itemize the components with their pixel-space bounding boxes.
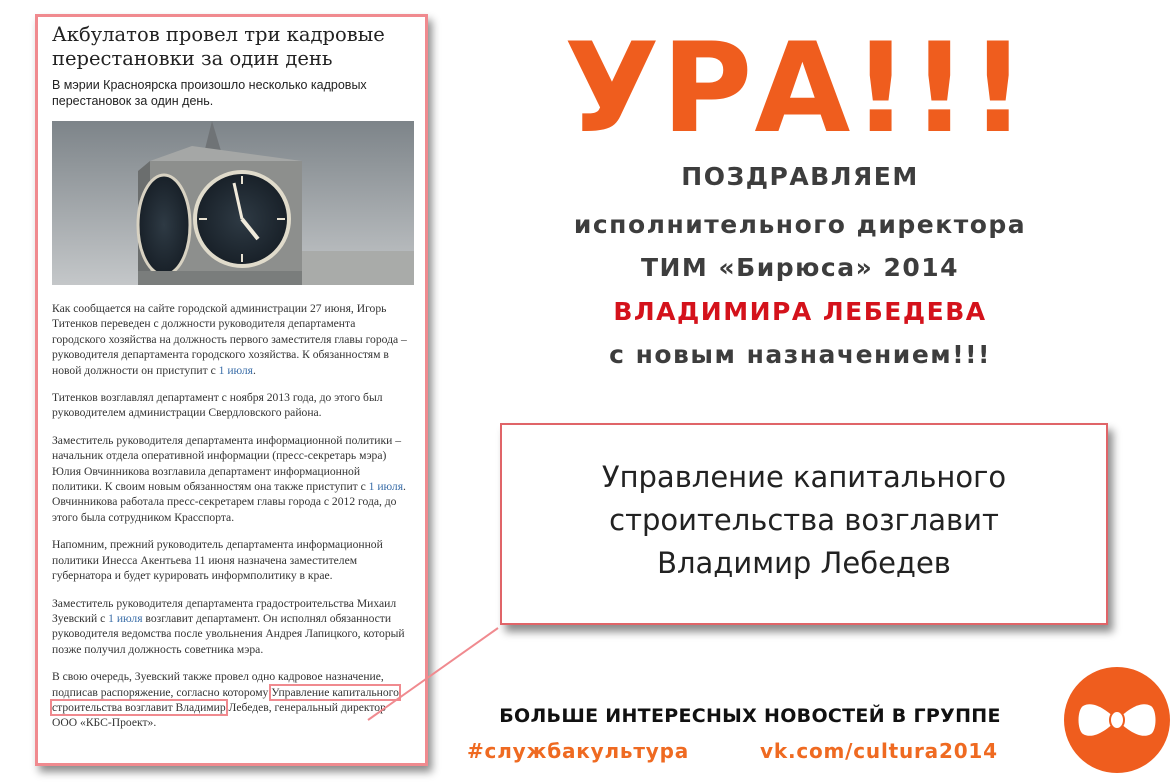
article-title: Акбулатов провел три кадровые перестановки за один день [52,23,385,70]
callout-line-2: строительства возглавит [609,502,999,537]
article-paragraph-3: Заместитель руководителя департамента информационной политики – начальник отдела оперативной информации (пресс-секретарь мэра) Юлия Овчинникова возглавила департамент информационной политики. К своим новым обязанностям она также приступит с 1 июля. Овчинникова работала пресс-секретарем главы города с 2012 года, до этого была сотрудником Красспорта. [52,433,406,524]
article-lead: В мэрии Красноярска произошло несколько кадровых перестановок за один день. [52,78,367,108]
callout-line-1: Управление капитального [601,459,1007,494]
ura-headline: УРА!!! [563,17,1029,161]
date-link[interactable]: 1 июля [218,363,254,377]
position-line: исполнительного директора [573,210,1027,239]
congrats-line: ПОЗДРАВЛЯЕМ [681,162,919,191]
article-paragraph-2: Титенков возглавлял департамент с ноября 2013 года, до этого был руководителем администрации Свердловского района. [52,391,383,420]
organization-line: ТИМ «Бирюса» 2014 [640,253,960,282]
date-link[interactable]: 1 июля [368,480,404,494]
article-card [35,14,428,766]
article-paragraph-4: Напомним, прежний руководитель департамента информационной политики Инесса Акентьева 11 июня назначена заместителем губернатора и будет курировать информполитику в крае. [52,538,383,583]
vk-group-link[interactable]: vk.com/cultura2014 [760,739,998,763]
article-paragraph-5: Заместитель руководителя департамента градостроительства Михаил Зуевский с 1 июля возглавит департамент. Он исполнял обязанности руководителя ведомства после увольнения Андрея Лапицкого, который позже получил должность советника мэра. [52,596,405,656]
date-link[interactable]: 1 июля [108,611,143,625]
article-paragraph-1: Как сообщается на сайте городской администрации 27 июня, Игорь Титенков переведен с должности руководителя департамента городского хозяйства на должность первого заместителя главы города – руководителя департамента городского хозяйства. К обязанностям в новой должности он приступит с 1 июля. [52,302,407,377]
bow-tie-logo-icon[interactable] [1063,666,1171,774]
callout-text [602,456,1006,585]
highlighted-sentence: Управление капитального строительства возглавит Владимир [52,685,399,714]
hashtag-link[interactable]: #службакультура [467,739,690,763]
person-name: ВЛАДИМИРА ЛЕБЕДЕВА [613,297,987,326]
clock-tower-photo [52,121,414,285]
article-paragraph-6: В свою очередь, Зуевский также провел одно кадровое назначение, подписав распоряжение, согласно которому Управление капитального строительства возглавит Владимир Лебедев, генеральный директор ООО «КБС-Проект». [52,670,399,730]
callout-box [500,423,1108,625]
callout-line-3: Владимир Лебедев [657,545,951,580]
more-news-caption: БОЛЬШЕ ИНТЕРЕСНЫХ НОВОСТЕЙ В ГРУППЕ [499,705,1001,727]
appointment-line: с новым назначением!!! [609,340,991,369]
